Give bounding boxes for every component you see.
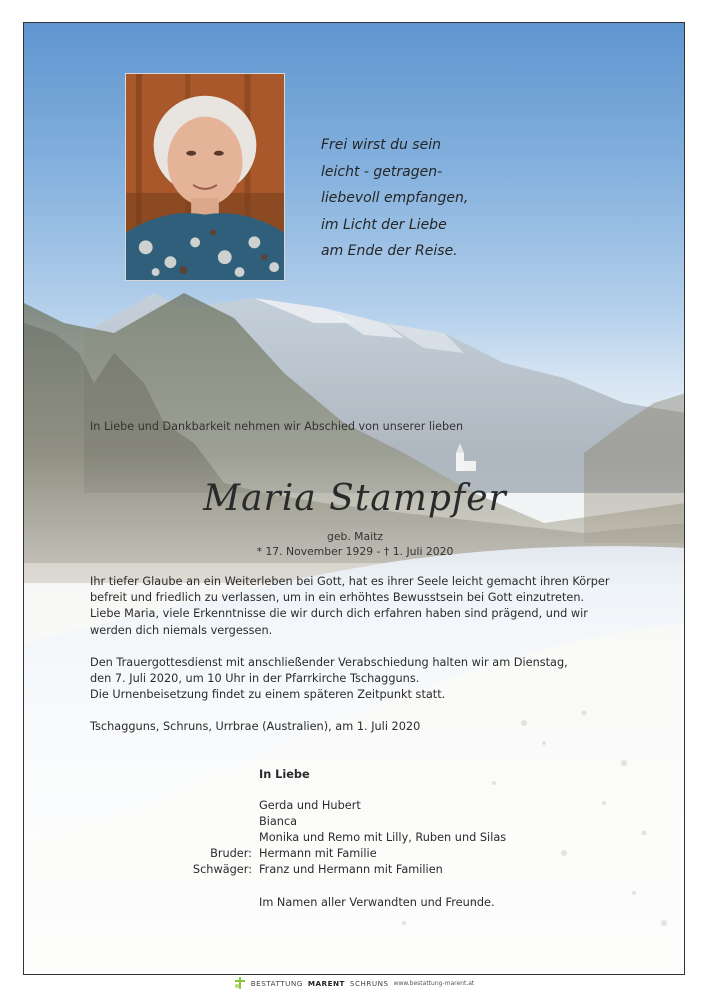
footer-url[interactable]: www.bestattung-marent.at — [393, 979, 475, 987]
paragraph-line: Liebe Maria, viele Erkenntnisse die wir durch dich erfahren haben sind prägend, und wir — [90, 607, 588, 621]
place-date: Tschagguns, Schruns, Urrbrae (Australien), am 1. Juli 2020 — [90, 720, 421, 733]
birth-name: geb. Maitz — [326, 530, 384, 543]
family-row — [124, 831, 604, 847]
paragraph-line: werden dich niemals vergessen. — [90, 623, 273, 637]
paragraph-line: Ihr tiefer Glaube an ein Weiterleben bei Gott, hat es ihrer Seele leicht gemacht ihren Körper — [90, 575, 610, 588]
poem-line: im Licht der Liebe — [321, 216, 447, 233]
footer-brand: MARENT — [307, 978, 345, 988]
relative-names: Monika und Remo mit Lilly, Ruben und Silas — [259, 831, 507, 844]
family-row — [124, 815, 604, 831]
relation-label — [124, 815, 259, 831]
family-row — [124, 847, 604, 863]
poem-line: am Ende der Reise. — [321, 243, 458, 259]
footer-town: SCHRUNS — [349, 978, 389, 988]
footer — [0, 974, 708, 992]
relative-names: Franz und Hermann mit Familien — [259, 863, 443, 876]
family-row — [124, 799, 604, 815]
relation-label — [124, 799, 259, 815]
relation-label — [124, 831, 259, 847]
obituary-card — [23, 22, 685, 975]
relation-label: Schwäger: — [192, 863, 252, 876]
signature-title: In Liebe — [259, 768, 310, 781]
paragraph-line: Den Trauergottesdienst mit anschließender Verabschiedung halten wir am Dienstag, — [90, 656, 568, 669]
intro-text: In Liebe und Dankbarkeit nehmen wir Abschied von unserer lieben — [90, 420, 464, 433]
poem-line: liebevoll empfangen, — [321, 190, 469, 206]
poem-line: leicht - getragen- — [321, 163, 443, 180]
footer-prefix: BESTATTUNG — [250, 978, 303, 988]
paragraph-line: Die Urnenbeisetzung findet zu einem späteren Zeitpunkt statt. — [90, 688, 446, 702]
family-list — [124, 799, 604, 879]
family-row — [124, 863, 604, 879]
cross-leaf-logo-icon — [234, 977, 246, 989]
poem — [321, 132, 468, 265]
relative-names: Gerda und Hubert — [259, 799, 361, 812]
paragraph-service — [90, 655, 650, 704]
relative-names: Hermann mit Familie — [259, 847, 377, 860]
closing-line: Im Namen aller Verwandten und Freunde. — [259, 896, 495, 909]
relative-names: Bianca — [259, 815, 298, 828]
life-dates: * 17. November 1929 - † 1. Juli 2020 — [256, 545, 454, 558]
paragraph-line: den 7. Juli 2020, um 10 Uhr in der Pfarrkirche Tschagguns. — [90, 672, 420, 686]
poem-line: Frei wirst du sein — [321, 137, 441, 153]
deceased-name: Maria Stampfer — [203, 478, 507, 519]
paragraph-faith — [90, 574, 650, 639]
relation-label: Bruder: — [210, 847, 252, 860]
portrait-photo — [125, 73, 285, 281]
paragraph-line: befreit und friedlich zu verlassen, um in ein erhöhtes Bewusstsein bei Gott einzutreten. — [90, 591, 585, 605]
